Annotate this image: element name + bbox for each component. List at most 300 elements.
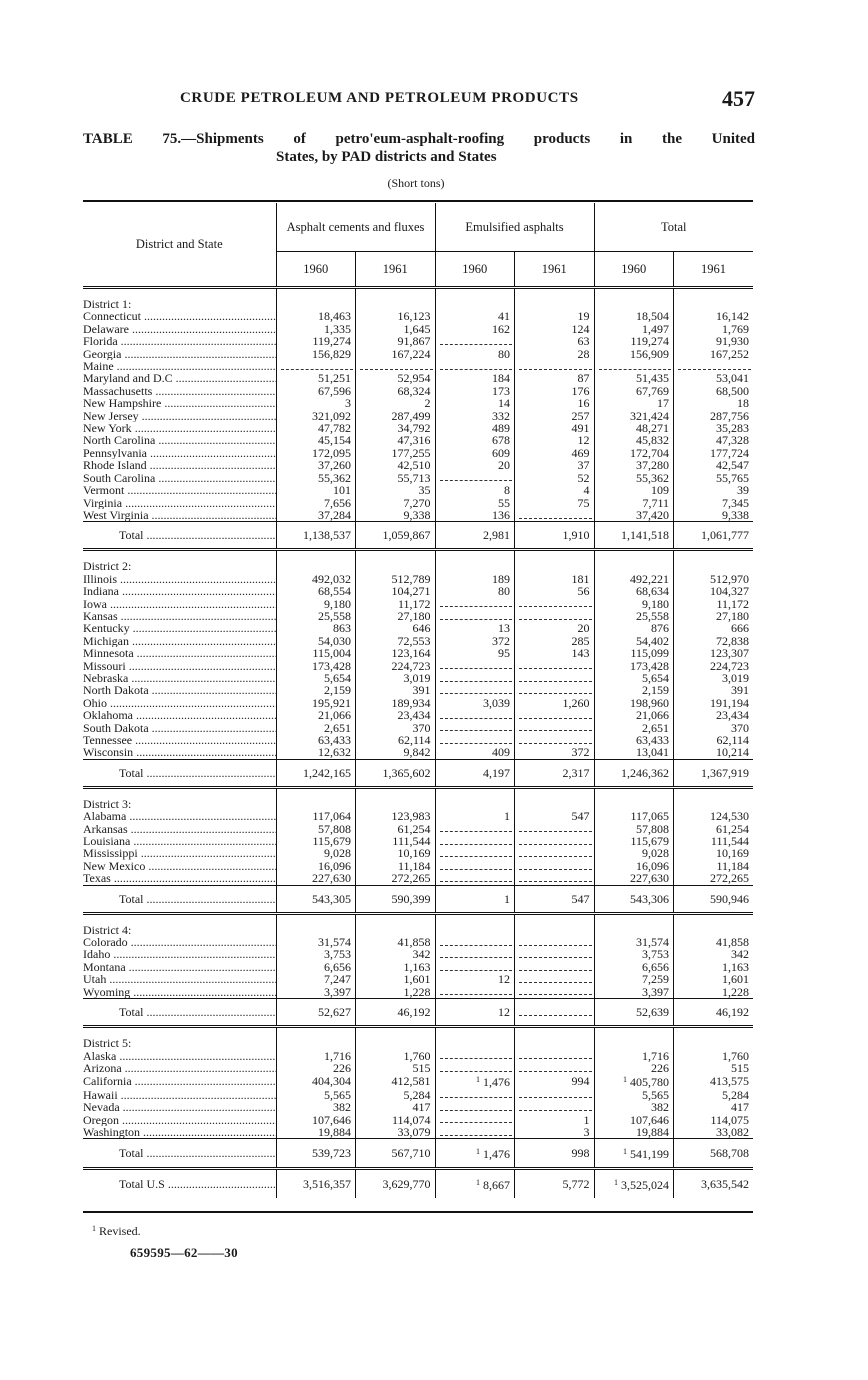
table-cell: 156,829	[276, 348, 356, 360]
table-cell: 7,656	[276, 497, 356, 509]
empty-dash	[440, 1065, 513, 1072]
table-cell: 62,114	[356, 734, 436, 746]
table-cell: 1,138,537	[276, 522, 356, 550]
table-cell	[515, 948, 595, 960]
table-cell: 11,184	[674, 860, 754, 872]
state-name: Missouri .....	[83, 660, 276, 672]
spacer-cell	[83, 550, 276, 561]
table-cell	[435, 847, 515, 859]
table-cell: 31,574	[276, 936, 356, 948]
grand-total-row	[83, 1169, 753, 1199]
table-cell: 382	[276, 1101, 356, 1113]
table-cell: 23,434	[356, 709, 436, 721]
state-name: Kansas .....	[83, 610, 276, 622]
table-cell	[276, 1037, 356, 1049]
total-label: Total .....	[83, 522, 276, 550]
table-cell: 287,499	[356, 410, 436, 422]
table-cell: 3	[276, 397, 356, 409]
table-cell: 382	[594, 1101, 674, 1113]
table-cell: 19,884	[276, 1126, 356, 1139]
spacer-cell	[276, 550, 356, 561]
table-row	[83, 622, 753, 634]
state-name: Oklahoma .....	[83, 709, 276, 721]
district-name: District 5:	[83, 1037, 132, 1050]
empty-dash	[440, 875, 513, 882]
table-cell: 2,159	[276, 684, 356, 696]
table-cell	[515, 672, 595, 684]
empty-dash	[440, 675, 513, 682]
empty-dash	[440, 850, 513, 857]
state-name: South Carolina .....	[83, 472, 276, 484]
total-row	[83, 759, 753, 787]
table-cell: 27,180	[674, 610, 754, 622]
table-cell: 1,716	[276, 1050, 356, 1062]
table-cell: 55,713	[356, 472, 436, 484]
table-cell: $^1$ 405,780	[594, 1074, 674, 1088]
state-name: Arkansas .....	[83, 823, 276, 835]
table-cell: 87	[515, 372, 595, 384]
table-cell: 55,362	[594, 472, 674, 484]
table-cell: 10,169	[674, 847, 754, 859]
table-cell	[435, 560, 515, 572]
table-cell	[515, 660, 595, 672]
table-cell	[435, 672, 515, 684]
empty-dash	[440, 1091, 513, 1098]
state-name: Indiana .....	[83, 585, 276, 597]
table-cell	[515, 835, 595, 847]
empty-dash	[519, 1052, 592, 1059]
state-name: Oregon .....	[83, 1114, 276, 1126]
table-body	[83, 288, 753, 1199]
empty-dash	[440, 338, 513, 345]
header-total: Total	[594, 203, 753, 252]
empty-dash	[519, 687, 592, 694]
table-cell: 994	[515, 1074, 595, 1088]
footnote-marker: 1	[476, 1075, 480, 1085]
footnote: $^1$ Revised.	[92, 1224, 141, 1238]
table-cell: 25,558	[276, 610, 356, 622]
table-cell: 42,547	[674, 459, 754, 471]
spacer-cell	[356, 288, 436, 299]
table-cell: 863	[276, 622, 356, 634]
table-cell: 1	[515, 1114, 595, 1126]
table-cell: 7,711	[594, 497, 674, 509]
table-cell: 224,723	[674, 660, 754, 672]
empty-dash	[519, 712, 592, 719]
table-cell: 12	[515, 434, 595, 446]
empty-dash	[519, 512, 592, 519]
table-bottom-rule	[83, 1211, 753, 1213]
table-cell: 136	[435, 509, 515, 522]
empty-dash	[440, 964, 513, 971]
empty-dash	[599, 363, 672, 370]
table-cell	[435, 722, 515, 734]
table-cell	[435, 798, 515, 810]
table-cell: 28	[515, 348, 595, 360]
state-name: Wisconsin .....	[83, 746, 276, 759]
table-cell	[435, 986, 515, 999]
table-cell: 3,629,770	[356, 1169, 436, 1199]
empty-dash	[519, 363, 592, 370]
table-cell: 1,645	[356, 323, 436, 335]
state-name: Michigan .....	[83, 635, 276, 647]
state-name: Florida .....	[83, 335, 276, 347]
table-cell: 55,765	[674, 472, 754, 484]
state-name: Alabama .....	[83, 810, 276, 822]
table-cell: 124,530	[674, 810, 754, 822]
table-cell: 2,317	[515, 759, 595, 787]
table-cell: 16,142	[674, 310, 754, 322]
state-name: Louisiana .....	[83, 835, 276, 847]
spacer-cell	[435, 913, 515, 924]
table-cell: 107,646	[276, 1114, 356, 1126]
table-cell: 5,654	[594, 672, 674, 684]
table-cell: 3,516,357	[276, 1169, 356, 1199]
table-row	[83, 1101, 753, 1113]
state-name: Arizona .....	[83, 1062, 276, 1074]
table-cell: 104,271	[356, 585, 436, 597]
spacer-cell	[356, 550, 436, 561]
table-cell: 52,954	[356, 372, 436, 384]
table-cell: 3,019	[674, 672, 754, 684]
table-cell: 21,066	[276, 709, 356, 721]
table-cell: 55	[435, 497, 515, 509]
table-cell	[435, 660, 515, 672]
table-cell	[515, 973, 595, 985]
district-name: District 3:	[83, 797, 132, 811]
table-cell: 173,428	[276, 660, 356, 672]
table-cell	[435, 835, 515, 847]
table-cell: 57,808	[594, 823, 674, 835]
table-cell: 7,345	[674, 497, 754, 509]
table-cell: 2,981	[435, 522, 515, 550]
state-name: West Virginia .....	[83, 509, 276, 522]
spacer-cell	[83, 913, 276, 924]
table-cell	[435, 936, 515, 948]
state-name: Nebraska .....	[83, 672, 276, 684]
empty-dash	[440, 737, 513, 744]
table-cell: 227,630	[594, 872, 674, 885]
table-cell: 191,194	[674, 697, 754, 709]
spacer-cell	[83, 1027, 276, 1038]
table-row	[83, 986, 753, 999]
table-cell: 646	[356, 622, 436, 634]
table-cell: 1,601	[356, 973, 436, 985]
table-cell: 7,270	[356, 497, 436, 509]
header-emulsified-asphalts: Emulsified asphalts	[435, 203, 594, 252]
table-cell	[515, 936, 595, 948]
table-cell: 1,242,165	[276, 759, 356, 787]
table-cell: 678	[435, 434, 515, 446]
table-cell	[515, 1037, 595, 1049]
table-cell	[515, 823, 595, 835]
table-cell: 52	[515, 472, 595, 484]
table-cell: 1,497	[594, 323, 674, 335]
state-name: Colorado .....	[83, 936, 276, 948]
total-label: Total .....	[83, 999, 276, 1027]
table-cell: 1,716	[594, 1050, 674, 1062]
table-cell: 321,424	[594, 410, 674, 422]
total-row	[83, 999, 753, 1027]
table-cell: 1,246,362	[594, 759, 674, 787]
empty-dash	[281, 363, 354, 370]
table-cell: 491	[515, 422, 595, 434]
table-cell: 18,504	[594, 310, 674, 322]
state-name: Tennessee .....	[83, 734, 276, 746]
table-cell	[435, 948, 515, 960]
table-cell: 412,581	[356, 1074, 436, 1088]
state-name: Hawaii .....	[83, 1089, 276, 1101]
table-cell: 177,724	[674, 447, 754, 459]
table-cell: 370	[674, 722, 754, 734]
table-cell: 12	[435, 999, 515, 1027]
table-title-line-1: TABLE 75.—Shipments of petro'eum-asphalt-roofing products in the United	[83, 131, 755, 147]
spacer-cell	[276, 913, 356, 924]
running-head	[180, 86, 755, 114]
empty-dash	[440, 724, 513, 731]
table-cell: 257	[515, 410, 595, 422]
empty-dash	[519, 1091, 592, 1098]
table-cell: 37,284	[276, 509, 356, 522]
table-cell: 7,259	[594, 973, 674, 985]
table-cell: 370	[356, 722, 436, 734]
table-cell: 5,654	[276, 672, 356, 684]
table-cell: 124	[515, 323, 595, 335]
state-name: South Dakota .....	[83, 722, 276, 734]
header-year-1960: 1960	[276, 252, 356, 288]
table-cell: $^1$ 8,667	[435, 1169, 515, 1199]
table-row	[83, 348, 753, 360]
spacer-cell	[594, 288, 674, 299]
total-row	[83, 885, 753, 913]
spacer-cell	[674, 913, 754, 924]
table-cell: 46,192	[674, 999, 754, 1027]
table-row	[83, 434, 753, 446]
table-cell: 46,192	[356, 999, 436, 1027]
table-title	[83, 130, 755, 166]
table-cell: 10,169	[356, 847, 436, 859]
table-cell: 189,934	[356, 697, 436, 709]
table-cell: 37,260	[276, 459, 356, 471]
table-cell	[594, 560, 674, 572]
table-cell	[515, 1089, 595, 1101]
state-name: Maine .....	[83, 360, 276, 372]
state-name: Iowa .....	[83, 598, 276, 610]
spacer-row	[83, 550, 753, 561]
state-name: Mississippi .....	[83, 847, 276, 859]
table-cell: 1,228	[674, 986, 754, 999]
table-cell: 62,114	[674, 734, 754, 746]
table-cell: 2,651	[594, 722, 674, 734]
spacer-cell	[356, 787, 436, 798]
empty-dash	[678, 363, 751, 370]
table-cell: 162	[435, 323, 515, 335]
table-cell: $^1$ 541,199	[594, 1139, 674, 1169]
table-row	[83, 459, 753, 471]
total-label: Total .....	[83, 885, 276, 913]
table-cell: 9,028	[594, 847, 674, 859]
table-cell: 117,064	[276, 810, 356, 822]
state-name: Rhode Island .....	[83, 459, 276, 471]
empty-dash	[519, 1009, 592, 1016]
table-cell: 51,251	[276, 372, 356, 384]
spacer-cell	[594, 913, 674, 924]
table-cell: 226	[276, 1062, 356, 1074]
empty-dash	[519, 875, 592, 882]
spacer-row	[83, 787, 753, 798]
table-cell	[435, 1062, 515, 1074]
state-name: New York .....	[83, 422, 276, 434]
table-cell: 285	[515, 635, 595, 647]
district-row	[83, 560, 753, 572]
table-cell: 1,367,919	[674, 759, 754, 787]
table-row	[83, 335, 753, 347]
table-cell: 19	[515, 310, 595, 322]
table-cell: 547	[515, 885, 595, 913]
table-cell	[515, 924, 595, 936]
table-cell: 1,163	[674, 961, 754, 973]
table-cell	[435, 1114, 515, 1126]
state-name: New Jersey .....	[83, 410, 276, 422]
empty-dash	[440, 687, 513, 694]
table-row	[83, 372, 753, 384]
table-cell: 1,163	[356, 961, 436, 973]
empty-dash	[440, 1129, 513, 1136]
table-cell: 172,704	[594, 447, 674, 459]
table-cell: 14	[435, 397, 515, 409]
table-cell: 33,082	[674, 1126, 754, 1139]
table-cell: 372	[435, 635, 515, 647]
table-row	[83, 310, 753, 322]
table-cell	[435, 684, 515, 696]
table-row	[83, 872, 753, 885]
table-cell: 13,041	[594, 746, 674, 759]
table-cell: 123,164	[356, 647, 436, 659]
table-cell: 3,019	[356, 672, 436, 684]
table-cell: 42,510	[356, 459, 436, 471]
table-title-line-2: States, by PAD districts and States	[276, 149, 497, 165]
table-cell: 567,710	[356, 1139, 436, 1169]
table-cell: 57,808	[276, 823, 356, 835]
table-cell: 342	[356, 948, 436, 960]
table-cell: 189	[435, 573, 515, 585]
table-row	[83, 509, 753, 522]
table-cell: 184	[435, 372, 515, 384]
table-cell: 492,032	[276, 573, 356, 585]
table-cell: 167,224	[356, 348, 436, 360]
table-cell: 63,433	[594, 734, 674, 746]
district-row	[83, 1037, 753, 1049]
table-cell: 195,921	[276, 697, 356, 709]
spacer-cell	[83, 288, 276, 299]
spacer-cell	[515, 288, 595, 299]
table-cell: 41	[435, 310, 515, 322]
table-cell: 17	[594, 397, 674, 409]
table-cell	[594, 1037, 674, 1049]
empty-dash	[440, 662, 513, 669]
spacer-cell	[435, 1027, 515, 1038]
table-cell: 41,858	[674, 936, 754, 948]
header-year-1960: 1960	[435, 252, 515, 288]
footnote-marker: 1	[623, 1075, 627, 1085]
table-cell	[435, 1089, 515, 1101]
state-name: Texas .....	[83, 872, 276, 885]
table-units: (Short tons)	[387, 176, 445, 190]
table-cell: 1,141,518	[594, 522, 674, 550]
table-cell: 1,365,602	[356, 759, 436, 787]
table-cell: 47,316	[356, 434, 436, 446]
table-cell: 101	[276, 484, 356, 496]
table-cell: 111,544	[674, 835, 754, 847]
table-cell	[515, 961, 595, 973]
table-cell: 80	[435, 585, 515, 597]
table-cell: 119,274	[276, 335, 356, 347]
table-cell: 114,075	[674, 1114, 754, 1126]
state-name: California .....	[83, 1074, 276, 1088]
table-cell: $^1$ 1,476	[435, 1074, 515, 1088]
table-cell: 115,099	[594, 647, 674, 659]
empty-dash	[519, 939, 592, 946]
footnote-marker: 1	[92, 1224, 96, 1233]
table-cell: 3,397	[594, 986, 674, 999]
state-name: New Mexico .....	[83, 860, 276, 872]
spacer-cell	[276, 288, 356, 299]
table-cell: 404,304	[276, 1074, 356, 1088]
table-cell: 1	[435, 810, 515, 822]
table-cell	[435, 1126, 515, 1139]
table-cell: 5,772	[515, 1169, 595, 1199]
spacer-cell	[435, 787, 515, 798]
table-cell: 9,338	[356, 509, 436, 522]
table-cell	[515, 722, 595, 734]
table-cell: 111,544	[356, 835, 436, 847]
table-row	[83, 1126, 753, 1139]
table-cell: 372	[515, 746, 595, 759]
table-cell	[515, 986, 595, 999]
table-cell: 5,284	[356, 1089, 436, 1101]
table-cell: 61,254	[674, 823, 754, 835]
empty-dash	[519, 850, 592, 857]
state-name: Massachusetts .....	[83, 385, 276, 397]
empty-dash	[519, 1104, 592, 1111]
table-cell: 95	[435, 647, 515, 659]
table-cell: 1,760	[674, 1050, 754, 1062]
table-cell: 109	[594, 484, 674, 496]
table-cell: 9,180	[276, 598, 356, 610]
table-cell: 72,553	[356, 635, 436, 647]
table-cell: 998	[515, 1139, 595, 1169]
table-cell: 9,842	[356, 746, 436, 759]
table-cell: 332	[435, 410, 515, 422]
empty-dash	[519, 613, 592, 620]
header-year-1960: 1960	[594, 252, 674, 288]
district-name: District 1:	[83, 298, 132, 311]
table-cell: 3,753	[594, 948, 674, 960]
table-cell: 37	[515, 459, 595, 471]
table-cell	[356, 1037, 436, 1049]
table-cell: 590,399	[356, 885, 436, 913]
table-cell: 489	[435, 422, 515, 434]
table-cell: 45,154	[276, 434, 356, 446]
table-cell	[435, 472, 515, 484]
table-cell: 1,059,867	[356, 522, 436, 550]
table-cell: 876	[594, 622, 674, 634]
empty-dash	[519, 675, 592, 682]
table-cell: 6,656	[276, 961, 356, 973]
table-cell: 3,039	[435, 697, 515, 709]
table-cell: 47,782	[276, 422, 356, 434]
table-row	[83, 1074, 753, 1088]
